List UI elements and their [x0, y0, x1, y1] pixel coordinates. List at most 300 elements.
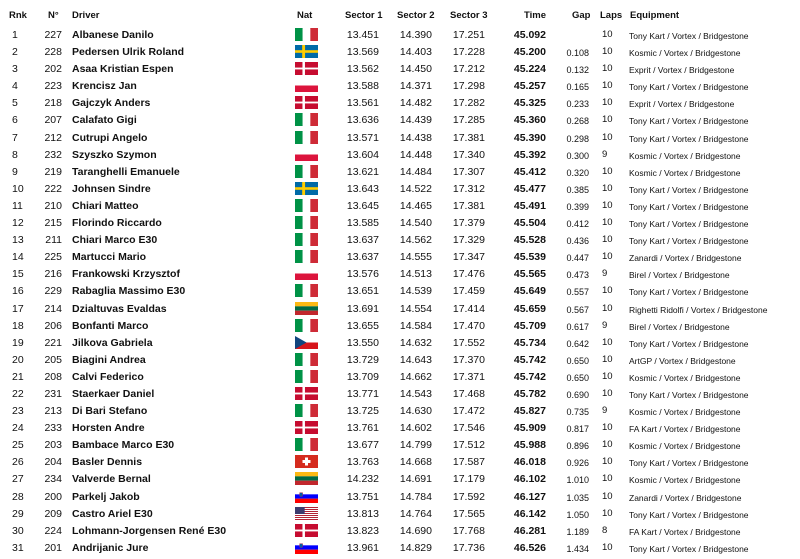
number-cell: 231 — [44, 387, 62, 400]
gap-cell: 0.385 — [566, 184, 589, 195]
sector3-cell: 17.307 — [452, 165, 485, 178]
driver-cell: Di Bari Stefano — [72, 405, 148, 418]
rank-cell: 10 — [12, 182, 24, 195]
equipment-cell: Kosmic / Vortex / Bridgestone — [629, 150, 741, 161]
rank-cell: 30 — [12, 524, 24, 537]
flag-image — [295, 28, 318, 41]
gap-cell: 0.233 — [566, 99, 589, 110]
slovenia-flag-icon — [295, 541, 318, 554]
gap-cell: 1.050 — [566, 509, 589, 520]
gap-cell: 0.650 — [566, 372, 589, 383]
rank-cell: 17 — [12, 302, 24, 315]
denmark-flag-icon — [295, 421, 318, 434]
sector2-cell: 14.643 — [399, 353, 432, 366]
rank-cell: 1 — [12, 29, 18, 41]
sector1-cell: 13.588 — [346, 80, 379, 93]
driver-cell: Bonfanti Marco — [72, 319, 149, 332]
sector2-cell: 14.562 — [399, 234, 432, 247]
table-row — [0, 505, 800, 522]
sector2-cell: 14.630 — [399, 405, 432, 418]
sector3-cell: 17.565 — [452, 507, 485, 520]
gap-cell: 0.268 — [566, 116, 589, 127]
equipment-cell: Birel / Vortex / Bridgestone — [629, 321, 730, 332]
switzerland-flag-icon — [295, 455, 318, 468]
lithuania-flag-icon — [295, 302, 318, 315]
equipment-cell: Tony Kart / Vortex / Bridgestone — [629, 133, 749, 144]
driver-cell: Johnsen Sindre — [72, 182, 151, 195]
number-cell: 201 — [44, 541, 62, 554]
time-cell: 45.392 — [513, 148, 546, 161]
italy-flag-icon — [295, 216, 318, 229]
sector2-cell: 14.513 — [399, 268, 432, 281]
equipment-cell: Tony Kart / Vortex / Bridgestone — [629, 389, 749, 400]
sector3-cell: 17.768 — [452, 524, 485, 537]
table-row — [0, 334, 800, 351]
header-time: Time — [524, 10, 547, 21]
rank-cell: 6 — [12, 114, 18, 127]
sector3-cell: 17.381 — [452, 199, 485, 212]
sector2-cell: 14.438 — [399, 131, 432, 144]
driver-cell: Lohmann-Jorgensen René E30 — [72, 524, 227, 537]
flag-image — [295, 387, 318, 400]
sector2-cell: 14.632 — [399, 336, 432, 349]
sector3-cell: 17.381 — [452, 131, 485, 144]
gap-cell: 0.617 — [566, 321, 589, 332]
sector1-cell: 13.823 — [346, 524, 379, 537]
sector1-cell: 13.725 — [346, 405, 379, 418]
equipment-cell: Tony Kart / Vortex / Bridgestone — [629, 116, 749, 127]
driver-cell: Albanese Danilo — [72, 29, 154, 41]
header-sector1: Sector 1 — [345, 10, 383, 21]
number-cell: 209 — [44, 507, 62, 520]
equipment-cell: Kosmic / Vortex / Bridgestone — [629, 475, 741, 486]
sector2-cell: 14.784 — [399, 490, 432, 503]
flag-image — [295, 284, 318, 297]
time-cell: 45.504 — [513, 217, 546, 230]
driver-cell: Krencisz Jan — [72, 80, 137, 93]
sector1-cell: 13.763 — [346, 456, 379, 469]
gap-cell: 0.642 — [566, 338, 589, 349]
sector2-cell: 14.543 — [399, 387, 432, 400]
sector3-cell: 17.736 — [452, 541, 485, 554]
laps-cell: 8 — [602, 524, 608, 536]
header-gap: Gap — [572, 10, 591, 21]
number-cell: 221 — [44, 336, 62, 349]
rank-cell: 14 — [12, 251, 24, 264]
sector1-cell: 13.561 — [346, 97, 379, 110]
time-cell: 45.360 — [513, 114, 546, 127]
time-cell: 45.988 — [513, 439, 546, 452]
sector2-cell: 14.403 — [399, 46, 432, 59]
time-cell: 45.659 — [513, 302, 546, 315]
rank-cell: 2 — [12, 46, 18, 59]
header-equipment: Equipment — [630, 10, 680, 21]
number-cell: 218 — [44, 97, 62, 110]
flag-image — [295, 507, 318, 520]
rank-cell: 22 — [12, 387, 24, 400]
sector2-cell: 14.482 — [399, 97, 432, 110]
sector3-cell: 17.552 — [452, 336, 485, 349]
sector2-cell: 14.584 — [399, 319, 432, 332]
equipment-cell: Tony Kart / Vortex / Bridgestone — [629, 184, 749, 195]
time-cell: 45.491 — [513, 199, 546, 212]
italy-flag-icon — [295, 438, 318, 451]
laps-cell: 10 — [602, 370, 613, 382]
sector2-cell: 14.448 — [399, 148, 432, 161]
laps-cell: 10 — [602, 439, 613, 451]
time-cell: 46.142 — [513, 507, 546, 520]
time-cell: 45.649 — [513, 285, 546, 298]
sector3-cell: 17.476 — [452, 268, 485, 281]
gap-cell: 1.035 — [566, 492, 589, 503]
time-cell: 45.257 — [513, 80, 546, 93]
flag-image — [295, 455, 318, 468]
time-cell: 45.734 — [513, 336, 546, 349]
sector1-cell: 13.961 — [346, 541, 379, 554]
flag-image — [295, 182, 318, 195]
equipment-cell: Zanardi / Vortex / Bridgestone — [629, 492, 742, 503]
equipment-cell: Zanardi / Vortex / Bridgestone — [629, 253, 742, 264]
rank-cell: 11 — [12, 199, 23, 212]
denmark-flag-icon — [295, 62, 318, 75]
table-row — [0, 231, 800, 248]
laps-cell: 10 — [602, 63, 613, 75]
rank-cell: 9 — [12, 165, 18, 178]
number-cell: 208 — [44, 370, 62, 383]
table-row — [0, 197, 800, 214]
gap-cell: 0.896 — [566, 441, 589, 452]
rank-cell: 13 — [12, 234, 24, 247]
header-sector3: Sector 3 — [450, 10, 488, 21]
time-cell: 45.539 — [513, 251, 546, 264]
laps-cell: 10 — [602, 217, 613, 229]
laps-cell: 10 — [602, 456, 613, 468]
gap-cell: 0.557 — [566, 287, 589, 298]
gap-cell: 0.817 — [566, 424, 589, 435]
sector2-cell: 14.484 — [399, 165, 432, 178]
laps-cell: 10 — [602, 251, 613, 263]
time-cell: 45.909 — [513, 422, 546, 435]
sweden-flag-icon — [295, 182, 318, 195]
sector2-cell: 14.539 — [399, 285, 432, 298]
flag-image — [295, 353, 318, 366]
sector2-cell: 14.540 — [399, 217, 432, 230]
time-cell: 46.281 — [513, 524, 546, 537]
driver-cell: Jilkova Gabriela — [72, 336, 153, 349]
sector2-cell: 14.465 — [399, 199, 432, 212]
sweden-flag-icon — [295, 45, 318, 58]
gap-cell: 0.399 — [566, 201, 589, 212]
flag-image — [295, 541, 318, 554]
laps-cell: 9 — [602, 268, 608, 280]
time-cell: 45.390 — [513, 131, 546, 144]
gap-cell: 0.320 — [566, 167, 589, 178]
table-row — [0, 300, 800, 317]
sector1-cell: 13.636 — [346, 114, 379, 127]
time-cell: 45.565 — [513, 268, 546, 281]
equipment-cell: Tony Kart / Vortex / Bridgestone — [629, 201, 749, 212]
sector2-cell: 14.390 — [399, 29, 432, 41]
driver-cell: Pedersen Ulrik Roland — [72, 46, 185, 59]
sector2-cell: 14.555 — [399, 251, 432, 264]
equipment-cell: Tony Kart / Vortex / Bridgestone — [629, 509, 749, 520]
equipment-cell: ArtGP / Vortex / Bridgestone — [629, 355, 736, 366]
sector3-cell: 17.340 — [452, 148, 485, 161]
sector3-cell: 17.371 — [452, 370, 485, 383]
driver-cell: Chiari Marco E30 — [72, 234, 158, 247]
results-header — [0, 0, 800, 26]
laps-cell: 10 — [602, 199, 613, 211]
flag-image — [295, 45, 318, 58]
rank-cell: 5 — [12, 97, 18, 110]
table-row — [0, 248, 800, 265]
gap-cell: 0.165 — [566, 82, 589, 93]
rank-cell: 31 — [12, 541, 24, 554]
flag-image — [295, 302, 318, 315]
gap-cell: 0.735 — [566, 407, 589, 418]
sector1-cell: 13.562 — [346, 63, 379, 76]
driver-cell: Valverde Bernal — [72, 473, 151, 486]
flag-image — [295, 216, 318, 229]
time-cell: 45.200 — [513, 46, 546, 59]
equipment-cell: FA Kart / Vortex / Bridgestone — [629, 526, 741, 537]
flag-image — [295, 370, 318, 383]
sector2-cell: 14.554 — [399, 302, 432, 315]
laps-cell: 10 — [602, 541, 613, 553]
equipment-cell: Tony Kart / Vortex / Bridgestone — [629, 458, 749, 469]
header-driver: Driver — [72, 10, 100, 21]
driver-cell: Bambace Marco E30 — [72, 439, 175, 452]
number-cell: 204 — [44, 456, 62, 469]
sector1-cell: 13.621 — [346, 165, 379, 178]
rank-cell: 12 — [12, 217, 24, 230]
number-cell: 225 — [44, 251, 62, 264]
number-cell: 215 — [44, 217, 62, 230]
flag-image — [295, 165, 318, 178]
driver-cell: Szyszko Szymon — [72, 148, 157, 161]
laps-cell: 9 — [602, 148, 608, 160]
sector1-cell: 13.645 — [346, 199, 379, 212]
driver-cell: Gajczyk Anders — [72, 97, 151, 110]
laps-cell: 10 — [602, 302, 613, 314]
time-cell: 46.102 — [513, 473, 546, 486]
italy-flag-icon — [295, 284, 318, 297]
gap-cell: 0.926 — [566, 458, 589, 469]
sector2-cell: 14.764 — [399, 507, 432, 520]
lithuania-flag-icon — [295, 472, 318, 485]
gap-cell: 0.298 — [566, 133, 589, 144]
laps-cell: 10 — [602, 490, 613, 502]
table-row — [0, 146, 800, 163]
sector3-cell: 17.228 — [452, 46, 485, 59]
flag-image — [295, 62, 318, 75]
sector2-cell: 14.662 — [399, 370, 432, 383]
results-table — [0, 26, 800, 556]
sector1-cell: 13.729 — [346, 353, 379, 366]
table-row — [0, 317, 800, 334]
rank-cell: 20 — [12, 353, 24, 366]
sector2-cell: 14.829 — [399, 541, 432, 554]
italy-flag-icon — [295, 370, 318, 383]
time-cell: 45.742 — [513, 370, 546, 383]
gap-cell: 0.650 — [566, 355, 589, 366]
driver-cell: Biagini Andrea — [72, 353, 146, 366]
laps-cell: 9 — [602, 405, 608, 417]
sector3-cell: 17.587 — [452, 456, 485, 469]
time-cell: 45.092 — [513, 29, 546, 41]
sector2-cell: 14.602 — [399, 422, 432, 435]
italy-flag-icon — [295, 113, 318, 126]
header-rnk: Rnk — [9, 10, 27, 21]
number-cell: 228 — [44, 46, 62, 59]
denmark-flag-icon — [295, 387, 318, 400]
laps-cell: 10 — [602, 353, 613, 365]
sector1-cell: 13.569 — [346, 46, 379, 59]
laps-cell: 10 — [602, 97, 613, 109]
number-cell: 214 — [44, 302, 62, 315]
gap-cell: 1.189 — [566, 526, 589, 537]
driver-cell: Taranghelli Emanuele — [72, 165, 180, 178]
table-row — [0, 351, 800, 368]
flag-image — [295, 148, 318, 161]
equipment-cell: Tony Kart / Vortex / Bridgestone — [629, 31, 749, 41]
equipment-cell: Kosmic / Vortex / Bridgestone — [629, 372, 741, 383]
table-row — [0, 111, 800, 128]
sector1-cell: 13.751 — [346, 490, 379, 503]
header-laps: Laps — [600, 10, 623, 21]
laps-cell: 10 — [602, 80, 613, 92]
flag-image — [295, 421, 318, 434]
flag-image — [295, 438, 318, 451]
italy-flag-icon — [295, 199, 318, 212]
flag-image — [295, 250, 318, 263]
italy-flag-icon — [295, 28, 318, 41]
czech-flag-icon — [295, 336, 318, 349]
number-cell: 211 — [45, 234, 62, 247]
gap-cell: 0.132 — [566, 65, 589, 76]
flag-image — [295, 524, 318, 537]
sector1-cell: 13.771 — [346, 387, 379, 400]
sector3-cell: 17.285 — [452, 114, 485, 127]
number-cell: 233 — [44, 422, 62, 435]
laps-cell: 10 — [602, 473, 613, 485]
gap-cell: 0.436 — [566, 236, 589, 247]
driver-cell: Chiari Matteo — [72, 199, 139, 212]
time-cell: 46.018 — [513, 456, 546, 469]
table-row — [0, 488, 800, 505]
driver-cell: Dzialtuvas Evaldas — [72, 302, 167, 315]
sector2-cell: 14.668 — [399, 456, 432, 469]
rank-cell: 15 — [12, 268, 24, 281]
sector3-cell: 17.470 — [452, 319, 485, 332]
rank-cell: 24 — [12, 422, 24, 435]
sector1-cell: 13.576 — [346, 268, 379, 281]
table-row — [0, 436, 800, 453]
rank-cell: 8 — [12, 148, 18, 161]
laps-cell: 10 — [602, 131, 613, 143]
equipment-cell: Tony Kart / Vortex / Bridgestone — [629, 219, 749, 230]
driver-cell: Frankowski Krzysztof — [72, 268, 180, 281]
sector1-cell: 13.637 — [346, 251, 379, 264]
laps-cell: 10 — [602, 507, 613, 519]
sector3-cell: 17.370 — [452, 353, 485, 366]
rank-cell: 26 — [12, 456, 24, 469]
time-cell: 45.477 — [513, 182, 546, 195]
time-cell: 45.709 — [513, 319, 546, 332]
sector2-cell: 14.450 — [399, 63, 432, 76]
sector3-cell: 17.312 — [452, 182, 485, 195]
sector1-cell: 13.550 — [346, 336, 379, 349]
equipment-cell: Kosmic / Vortex / Bridgestone — [629, 48, 741, 59]
denmark-flag-icon — [295, 524, 318, 537]
usa-flag-icon — [295, 507, 318, 520]
driver-cell: Basler Dennis — [72, 456, 143, 469]
laps-cell: 10 — [602, 182, 613, 194]
driver-cell: Staerkaer Daniel — [72, 387, 155, 400]
poland-flag-icon — [295, 267, 318, 280]
table-row — [0, 77, 800, 94]
rank-cell: 4 — [12, 80, 18, 93]
sector1-cell: 13.761 — [346, 422, 379, 435]
number-cell: 212 — [44, 131, 62, 144]
driver-cell: Florindo Riccardo — [72, 217, 162, 230]
time-cell: 45.827 — [513, 405, 546, 418]
number-cell: 200 — [44, 490, 62, 503]
driver-cell: Calvi Federico — [72, 370, 144, 383]
sector2-cell: 14.799 — [399, 439, 432, 452]
number-cell: 210 — [44, 199, 62, 212]
laps-cell: 10 — [602, 29, 613, 40]
number-cell: 229 — [44, 285, 62, 298]
number-cell: 202 — [44, 63, 62, 76]
laps-cell: 10 — [602, 422, 613, 434]
italy-flag-icon — [295, 250, 318, 263]
rank-cell: 29 — [12, 507, 24, 520]
rank-cell: 23 — [12, 405, 24, 418]
italy-flag-icon — [295, 131, 318, 144]
italy-flag-icon — [295, 319, 318, 332]
driver-cell: Cutrupi Angelo — [72, 131, 148, 144]
laps-cell: 10 — [602, 114, 613, 126]
sector3-cell: 17.512 — [452, 439, 485, 452]
sector1-cell: 13.651 — [346, 285, 379, 298]
equipment-cell: Tony Kart / Vortex / Bridgestone — [629, 287, 749, 298]
sector1-cell: 13.655 — [346, 319, 379, 332]
slovenia-flag-icon — [295, 490, 318, 503]
poland-flag-icon — [295, 79, 318, 92]
number-cell: 224 — [44, 524, 62, 537]
laps-cell: 9 — [602, 319, 608, 331]
equipment-cell: Exprit / Vortex / Bridgestone — [629, 99, 735, 110]
sector1-cell: 13.691 — [346, 302, 379, 315]
rank-cell: 21 — [12, 370, 24, 383]
number-cell: 207 — [44, 114, 62, 127]
denmark-flag-icon — [295, 96, 318, 109]
number-cell: 219 — [44, 165, 62, 178]
flag-image — [295, 113, 318, 126]
table-row — [0, 43, 800, 60]
time-cell: 45.412 — [513, 165, 546, 178]
table-row — [0, 470, 800, 487]
equipment-cell: Tony Kart / Vortex / Bridgestone — [629, 543, 749, 554]
sector1-cell: 13.643 — [346, 182, 379, 195]
rank-cell: 27 — [12, 473, 24, 486]
laps-cell: 10 — [602, 285, 613, 297]
sector1-cell: 13.677 — [346, 439, 379, 452]
italy-flag-icon — [295, 165, 318, 178]
sector3-cell: 17.179 — [452, 473, 485, 486]
flag-image — [295, 490, 318, 503]
